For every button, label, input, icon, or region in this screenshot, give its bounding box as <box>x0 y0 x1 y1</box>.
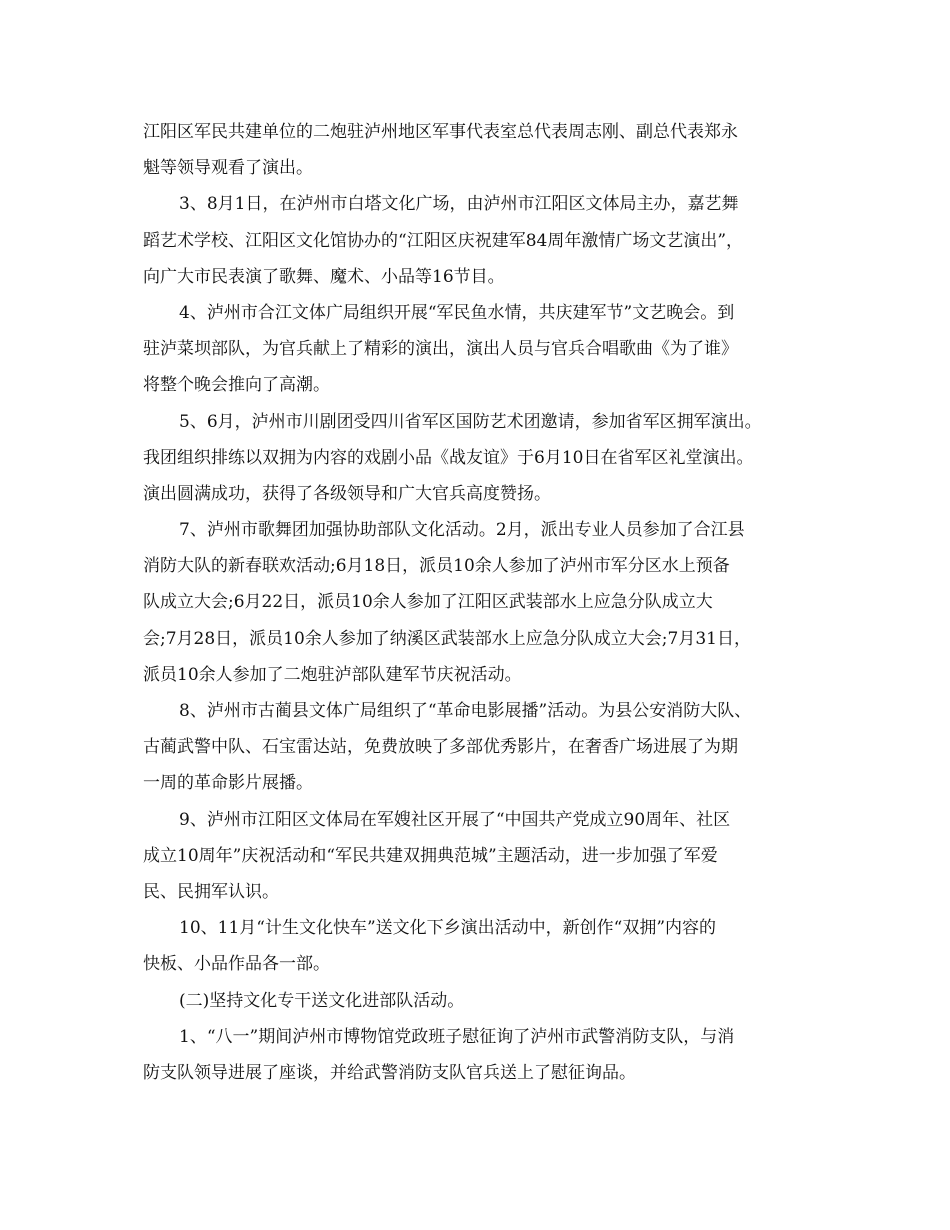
text-line: 魁等领导观看了演出。 <box>143 158 313 179</box>
text-line: 3、8月1日，在泸州市白塔文化广场，由泸州市江阳区文体局主办，嘉艺舞 <box>179 194 739 215</box>
text-line: 1、“八一”期间泸州市博物馆党政班子慰征询了泸州市武警消防支队，与消 <box>179 1026 735 1047</box>
document-body <box>143 114 815 1091</box>
text-line: 我团组织排练以双拥为内容的戏剧小品《战友谊》于6月10日在省军区礼堂演出。 <box>143 447 754 468</box>
text-line: (二)坚持文化专干送文化进部队活动。 <box>179 990 465 1011</box>
text-line: 民、民拥军认识。 <box>143 881 279 902</box>
text-line: 一周的革命影片展播。 <box>143 773 313 794</box>
text-line: 将整个晚会推向了高潮。 <box>143 375 330 396</box>
text-line: 8、泸州市古蔺县文体广局组织了“革命电影展播”活动。为县公安消防大队、 <box>179 701 752 721</box>
text-line: 驻泸菜坝部队，为官兵献上了精彩的演出，演出人员与官兵合唱歌曲《为了谁》 <box>143 339 738 360</box>
text-line: 成立10周年”庆祝活动和“军民共建双拥典范城”主题活动，进一步加强了军爱 <box>143 845 718 866</box>
text-line: 演出圆满成功，获得了各级领导和广大官兵高度赞扬。 <box>143 483 551 504</box>
text-line: 防支队领导进展了座谈，并给武警消防支队官兵送上了慰征询品。 <box>143 1062 636 1083</box>
text-line: 快板、小品作品各一部。 <box>143 954 330 975</box>
text-line: 蹈艺术学校、江阳区文化馆协办的“江阳区庆祝建军84周年激情广场文艺演出”， <box>143 230 744 251</box>
text-line: 队成立大会;6月22日，派员10余人参加了江阳区武装部水上应急分队成立大 <box>143 592 713 613</box>
text-line: 10、11月“计生文化快车”送文化下乡演出活动中，新创作“双拥”内容的 <box>179 918 717 939</box>
text-line: 古蔺武警中队、石宝雷达站，免费放映了多部优秀影片，在奢香广场进展了为期 <box>143 737 738 758</box>
text-line: 江阳区军民共建单位的二炮驻泸州地区军事代表室总代表周志刚、副总代表郑永 <box>143 122 738 142</box>
text-line: 会;7月28日，派员10余人参加了纳溪区武装部水上应急分队成立大会;7月31日， <box>143 628 751 649</box>
text-line: 9、泸州市江阳区文体局在军嫂社区开展了“中国共产党成立90周年、社区 <box>179 809 731 830</box>
text-line: 消防大队的新春联欢活动;6月18日，派员10余人参加了泸州市军分区水上预备 <box>143 556 730 577</box>
text-line: 4、泸州市合江文体广局组织开展“军民鱼水情，共庆建军节”文艺晚会。到 <box>179 302 735 323</box>
text-line: 7、泸州市歌舞团加强协助部队文化活动。2月，派出专业人员参加了合江县 <box>179 520 745 541</box>
text-line: 派员10余人参加了二炮驻泸部队建军节庆祝活动。 <box>143 664 522 685</box>
text-line: 向广大市民表演了歌舞、魔术、小品等16节目。 <box>143 266 505 287</box>
text-line: 5、6月，泸州市川剧团受四川省军区国防艺术团邀请，参加省军区拥军演出。 <box>179 411 762 432</box>
